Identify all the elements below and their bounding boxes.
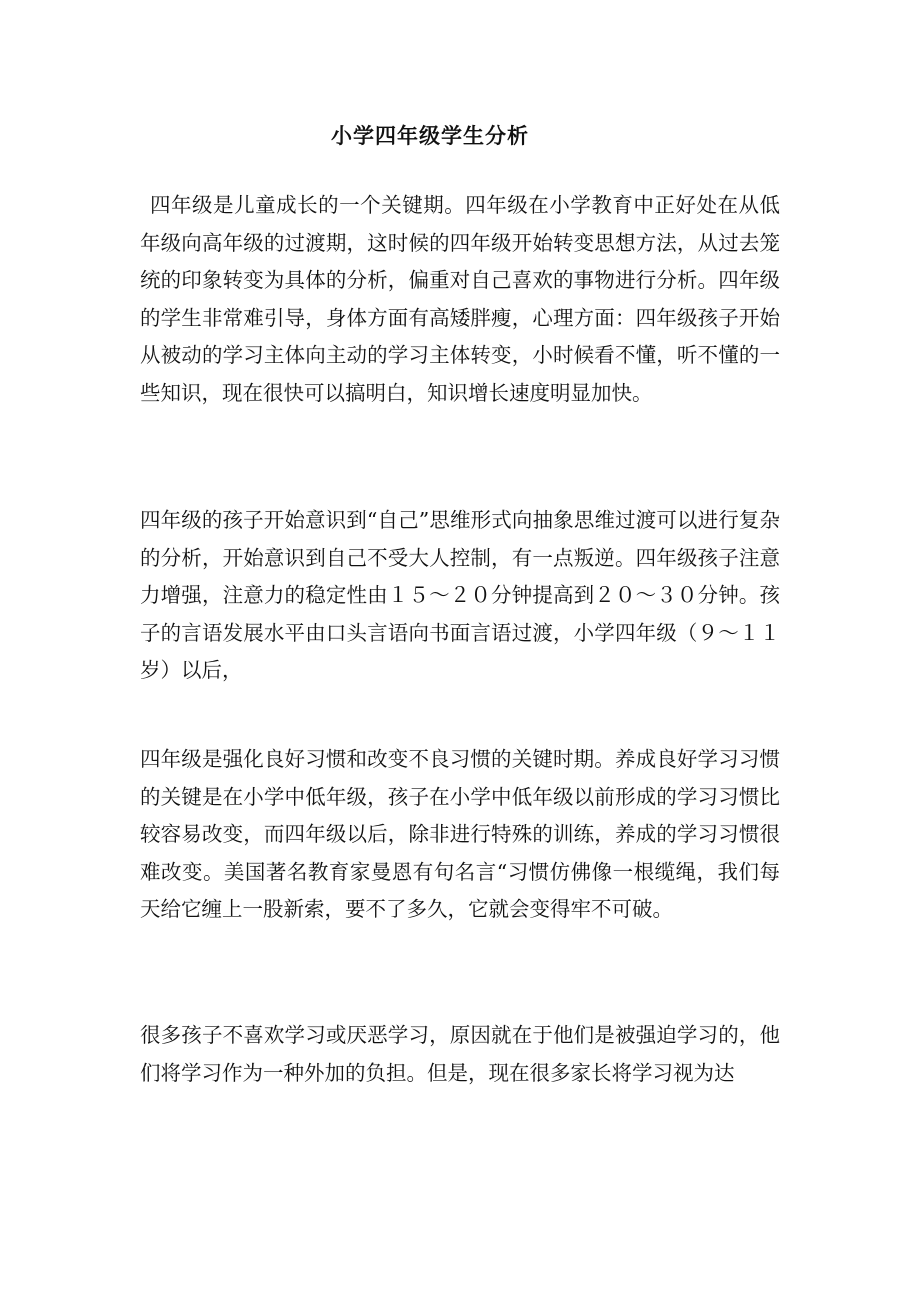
document-title: 小学四年级学生分析: [331, 123, 529, 148]
paragraph-3: 四年级是强化良好习惯和改变不良习惯的关键时期。养成良好学习习惯的关键是在小学中低年级，孩子在小学中低年级以前形成的学习习惯比较容易改变，而四年级以后，除非进行特殊的训练，养成的学习习惯很难改变。美国著名教育家曼恩有句名言“习惯仿佛像一根缆绳，我们每天给它缠上一股新索，要不了多久，它就会变得牢不可破。: [140, 747, 780, 921]
paragraph-1: 四年级是儿童成长的一个关键期。四年级在小学教育中正好处在从低年级向高年级的过渡期，这时候的四年级开始转变思想方法，从过去笼统的印象转变为具体的分析，偏重对自己喜欢的事物进行分析。四年级的学生非常难引导，身体方面有高矮胖瘦，心理方面：四年级孩子开始从被动的学习主体向主动的学习主体转变，小时候看不懂，听不懂的一些知识，现在很快可以搞明白，知识增长速度明显加快。: [140, 193, 780, 405]
paragraph-2: 四年级的孩子开始意识到“自己”思维形式向抽象思维过渡可以进行复杂的分析，开始意识到自己不受大人控制，有一点叛逆。四年级孩子注意力增强，注意力的稳定性由１５～２０分钟提高到２０～３０分钟。孩子的言语发展水平由口头言语向书面言语过渡，小学四年级（９～１１岁）以后，: [140, 508, 780, 682]
paragraph-4: 很多孩子不喜欢学习或厌恶学习，原因就在于他们是被强迫学习的，他们将学习作为一种外加的负担。但是，现在很多家长将学习视为达: [140, 1023, 780, 1085]
